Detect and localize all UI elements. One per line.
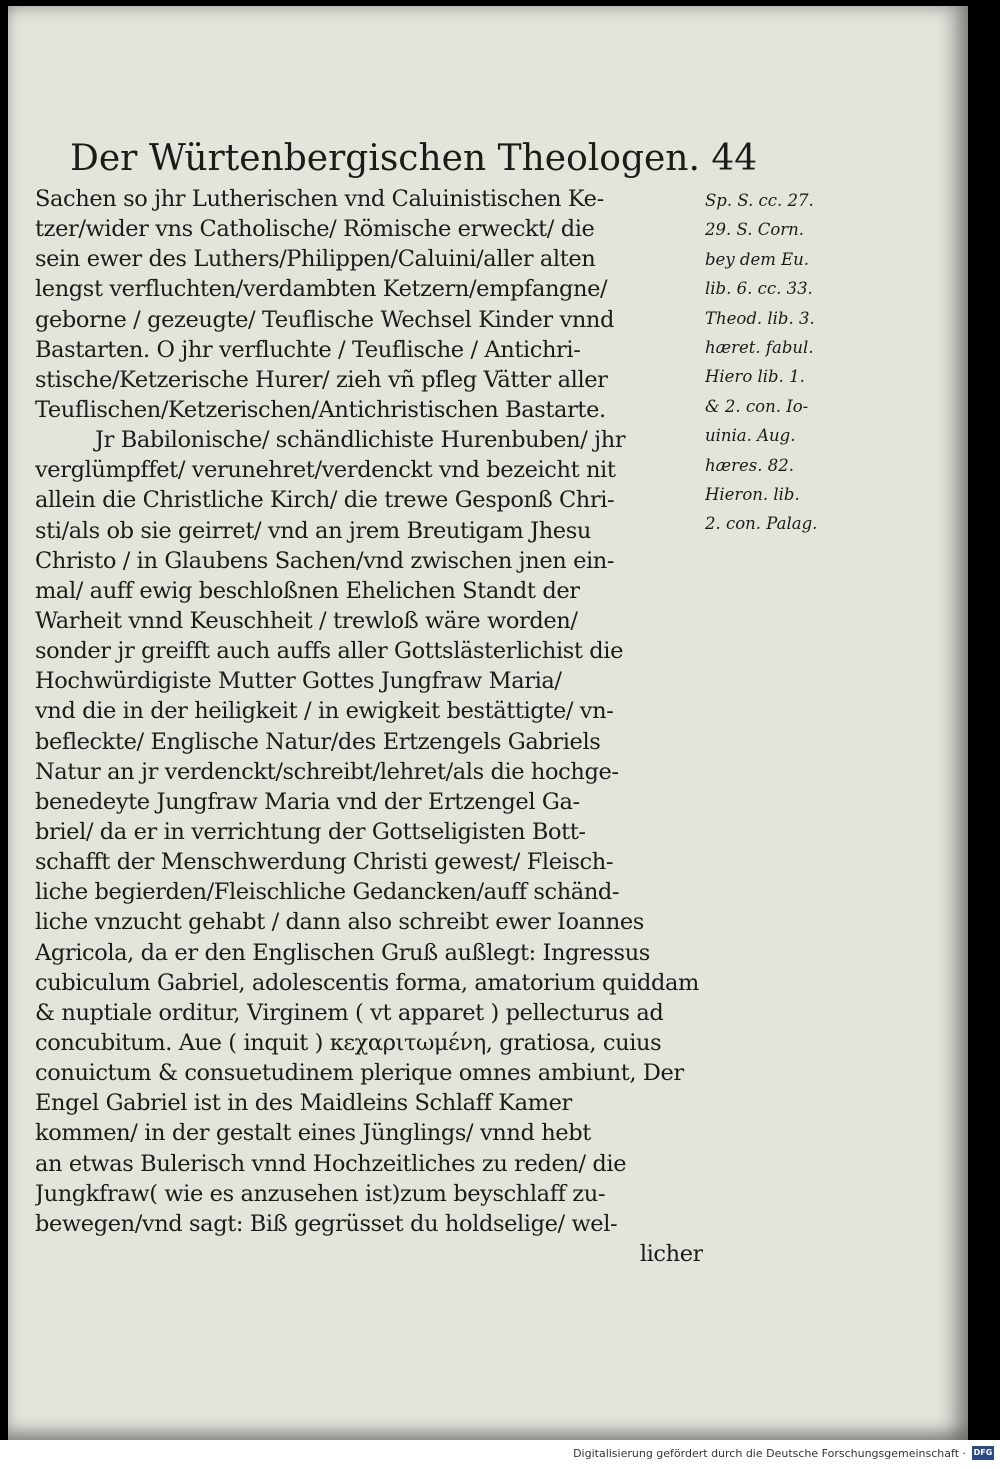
dfg-logo: DFG xyxy=(972,1446,994,1460)
text-line: sti/als ob sie geirret/ vnd an jrem Breutigam Jhesu xyxy=(35,517,591,544)
text-line: lengst verfluchten/verdambten Ketzern/empfangne/ xyxy=(35,276,608,303)
text-line: briel/ da er in verrichtung der Gottseligisten Bott- xyxy=(35,818,586,845)
text-line: concubitum. Aue ( inquit ) κεχαριτωμένη, gratiosa, cuius xyxy=(35,1029,662,1056)
text-line: befleckte/ Englische Natur/des Ertzengels Gabriels xyxy=(35,728,601,755)
text-line: Christo / in Glaubens Sachen/vnd zwischen jnen ein- xyxy=(35,547,615,574)
text-line: verglümpffet/ verunehret/verdenckt vnd bezeicht nit xyxy=(35,457,616,484)
marginal-note-line: bey dem Eu. xyxy=(705,249,810,269)
text-line: cubiculum Gabriel, adolescentis forma, amatorium quiddam xyxy=(35,969,699,996)
marginal-note-line: & 2. con. Io- xyxy=(705,396,809,416)
text-line: Engel Gabriel ist in des Maidleins Schlaff Kamer xyxy=(35,1090,572,1117)
text-line: Natur an jr verdenckt/schreibt/lehret/als die hochge- xyxy=(35,758,619,785)
text-line: Sachen so jhr Lutherischen vnd Caluinistischen Ke- xyxy=(35,186,604,212)
footer-bar xyxy=(0,1440,1000,1469)
text-line: Warheit vnnd Keuschheit / trewloß wäre worden/ xyxy=(35,607,578,634)
text-line: liche begierden/Fleischliche Gedancken/auff schänd- xyxy=(35,879,620,906)
text-line: Jungkfraw( wie es anzusehen ist)zum beyschlaff zu- xyxy=(35,1180,606,1207)
marginal-note-line: 2. con. Palag. xyxy=(705,514,818,534)
marginal-notes xyxy=(705,186,843,539)
text-line: allein die Christliche Kirch/ die trewe Gesponß Chri- xyxy=(35,487,615,514)
body-text xyxy=(35,184,703,1269)
funding-notice: Digitalisierung gefördert durch die Deutsche Forschungsgemeinschaft · xyxy=(573,1447,966,1460)
marginal-note-line: hæres. 82. xyxy=(705,455,794,475)
marginal-note-line: Hieron. lib. xyxy=(705,484,800,504)
text-line: Jr Babilonische/ schändlichiste Hurenbuben/ jhr xyxy=(95,427,626,454)
text-line: stische/Ketzerische Hurer/ zieh vñ pfleg Vätter aller xyxy=(35,366,608,393)
text-line: geborne / gezeugte/ Teuflische Wechsel Kinder vnnd xyxy=(35,306,615,333)
text-line: schafft der Menschwerdung Christi gewest/ Fleisch- xyxy=(35,849,614,876)
text-line: sonder jr greifft auch auffs aller Gottslästerlichist die xyxy=(35,638,624,665)
text-line: vnd die in der heiligkeit / in ewigkeit bestättigte/ vn- xyxy=(35,698,614,725)
text-line: & nuptiale orditur, Virginem ( vt apparet ) pellecturus ad xyxy=(35,999,664,1026)
text-line: an etwas Bulerisch vnnd Hochzeitliches zu reden/ die xyxy=(35,1150,627,1177)
text-line: kommen/ in der gestalt eines Jünglings/ vnnd hebt xyxy=(35,1120,591,1147)
marginal-note-line: Sp. S. cc. 27. xyxy=(705,191,814,210)
marginal-note-line: 29. S. Corn. xyxy=(705,220,805,240)
text-line: liche vnzucht gehabt / dann also schreibt ewer Ioannes xyxy=(35,909,644,936)
book-page xyxy=(8,6,968,1440)
marginal-note-line: lib. 6. cc. 33. xyxy=(705,279,813,299)
text-line: Teuflischen/Ketzerischen/Antichristischen Bastarte. xyxy=(35,396,606,423)
catchword: licher xyxy=(639,1240,703,1267)
marginal-note-line: hæret. fabul. xyxy=(705,337,814,357)
marginal-note-line: uinia. Aug. xyxy=(705,426,796,446)
text-line: bewegen/vnd sagt: Biß gegrüsset du holdselige/ wel- xyxy=(35,1210,618,1237)
text-line: tzer/wider vns Catholische/ Römische erweckt/ die xyxy=(35,216,595,243)
text-line: sein ewer des Luthers/Philippen/Caluini/aller alten xyxy=(35,246,596,273)
text-line: mal/ auff ewig beschloßnen Ehelichen Standt der xyxy=(35,577,580,604)
text-line: Agricola, da er den Englischen Gruß außlegt: Ingressus xyxy=(35,939,650,966)
marginal-note-line: Theod. lib. 3. xyxy=(705,308,815,328)
running-head: Der Würtenbergischen Theologen. 44 xyxy=(70,138,758,179)
marginal-note-line: Hiero lib. 1. xyxy=(705,367,805,387)
text-line: Bastarten. O jhr verfluchte / Teuflische / Antichri- xyxy=(35,336,581,363)
text-line: Hochwürdigiste Mutter Gottes Jungfraw Maria/ xyxy=(35,668,562,695)
text-line: conuictum & consuetudinem plerique omnes ambiunt, Der xyxy=(35,1060,684,1087)
text-line: benedeyte Jungfraw Maria vnd der Ertzengel Ga- xyxy=(35,788,580,815)
